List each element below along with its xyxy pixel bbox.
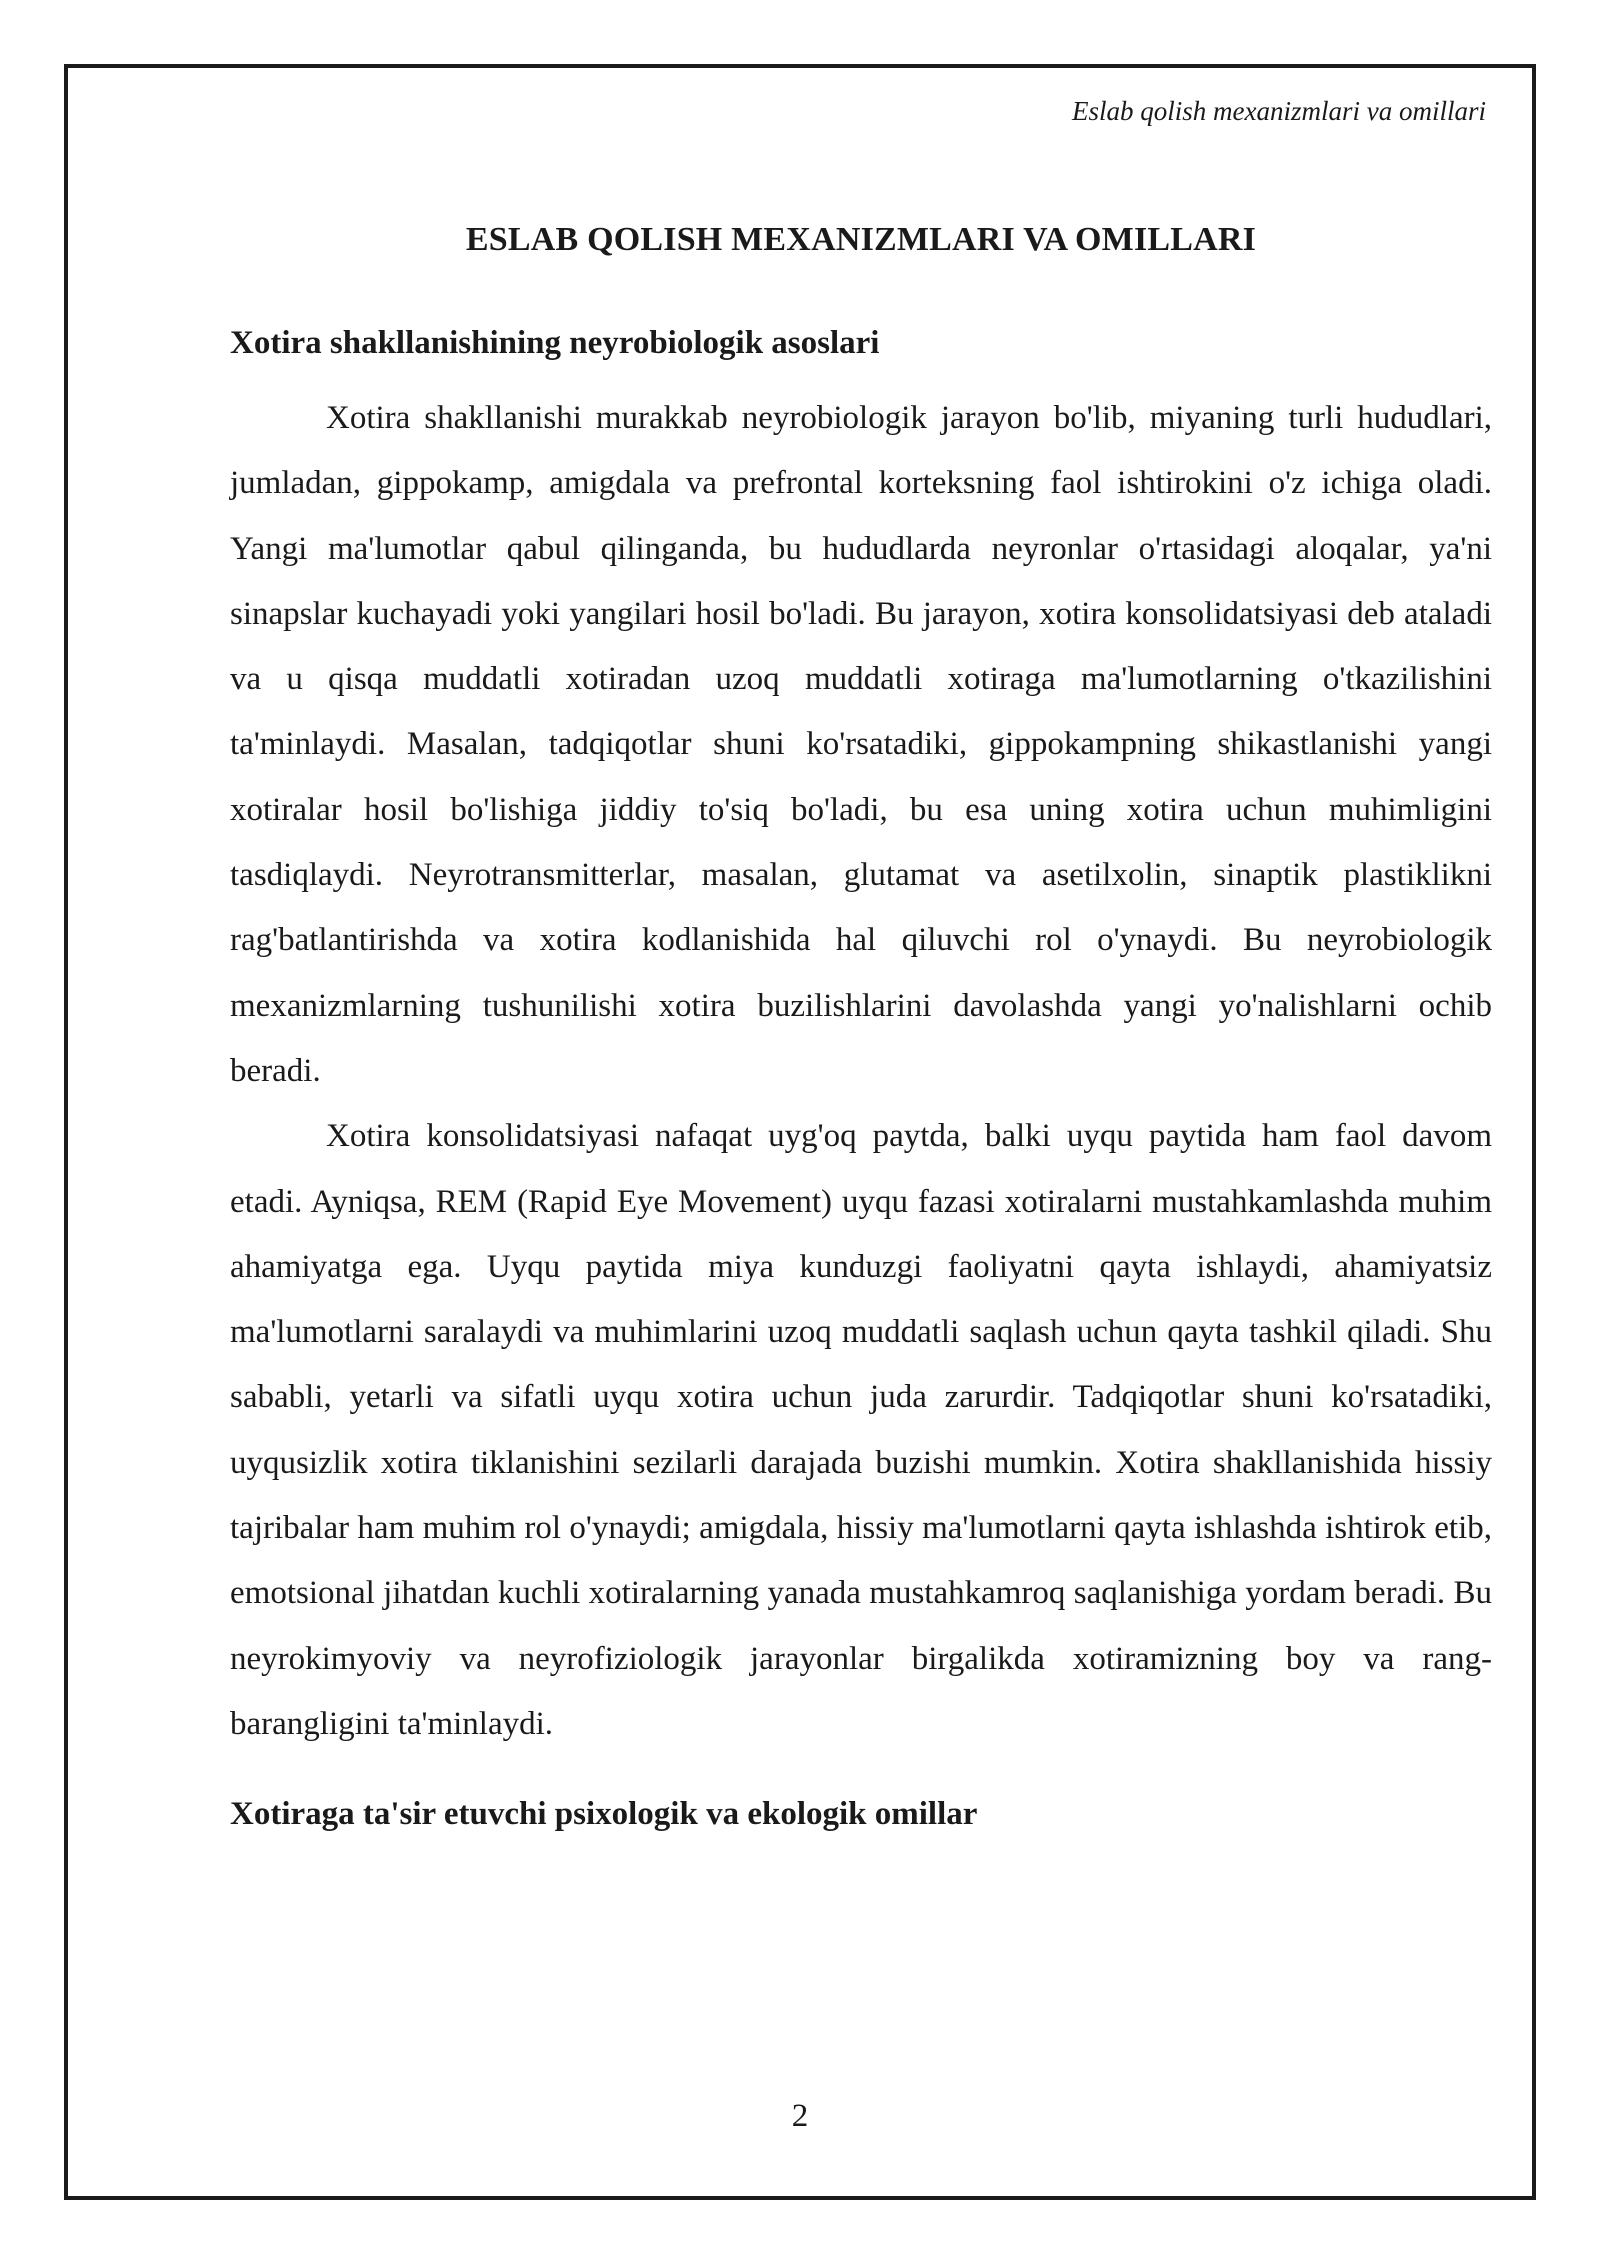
page-number: 2 [791, 2098, 809, 2134]
running-header: Eslab qolish mexanizmlari va omillari [1072, 96, 1486, 126]
section-heading-neurobiology: Xotira shakllanishining neyrobiologik asoslari [230, 325, 880, 361]
section-heading-factors: Xotiraga ta'sir etuvchi psixologik va ekologik omillar [230, 1796, 978, 1833]
document-title: ESLAB QOLISH MEXANIZMLARI VA OMILLARI [465, 221, 1257, 258]
document-body [230, 210, 1492, 1839]
paragraph-neurobiology-2: Xotira konsolidatsiyasi nafaqat uyg'oq paytda, balki uyqu paytida ham faol davom etadi. Ayniqsa, REM (Rapid Eye Movement) uyqu fazasi xotiralarni mustahkamlashda muhim ahamiyatga ega. Uyqu paytida miya kunduzgi faoliyatni qayta ishlaydi, ahamiyatsiz ma'lumotlarni saralaydi va muhimlarini uzoq muddatli saqlash uchun qayta tashkil qiladi. Shu sababli, yetarli va sifatli uyqu xotira uchun juda zarurdir. Tadqiqotlar shuni ko'rsatadiki, uyqusizlik xotira tiklanishini sezilarli darajada buzishi mumkin. Xotira shakllanishida hissiy tajribalar ham muhim rol o'ynaydi; amigdala, hissiy ma'lumotlarni qayta ishlashda ishtirok etib, emotsional jihatdan kuchli xotiralarning yanada mustahkamroq saqlanishiga yordam beradi. Bu neyrokimyoviy va neyrofiziologik jarayonlar birgalikda xotiramizning boy va rang-barangligini ta'minlaydi. [230, 1118, 1492, 1742]
paragraph-neurobiology-1: Xotira shakllanishi murakkab neyrobiologik jarayon bo'lib, miyaning turli hududlari, jumladan, gippokamp, amigdala va prefrontal korteksning faol ishtirokini o'z ichiga oladi. Yangi ma'lumotlar qabul qilinganda, bu hududlarda neyronlar o'rtasidagi aloqalar, ya'ni sinapslar kuchayadi yoki yangilari hosil bo'ladi. Bu jarayon, xotira konsolidatsiyasi deb ataladi va u qisqa muddatli xotiradan uzoq muddatli xotiraga ma'lumotlarning o'tkazilishini ta'minlaydi. Masalan, tadqiqotlar shuni ko'rsatadiki, gippokampning shikastlanishi yangi xotiralar hosil bo'lishiga jiddiy to'siq bo'ladi, bu esa uning xotira uchun muhimligini tasdiqlaydi. Neyrotransmitterlar, masalan, glutamat va asetilxolin, sinaptik plastiklikni rag'batlantirishda va xotira kodlanishida hal qiluvchi rol o'ynaydi. Bu neyrobiologik mexanizmlarning tushunilishi xotira buzilishlarini davolashda yangi yo'nalishlarni ochib beradi. [230, 400, 1492, 1089]
